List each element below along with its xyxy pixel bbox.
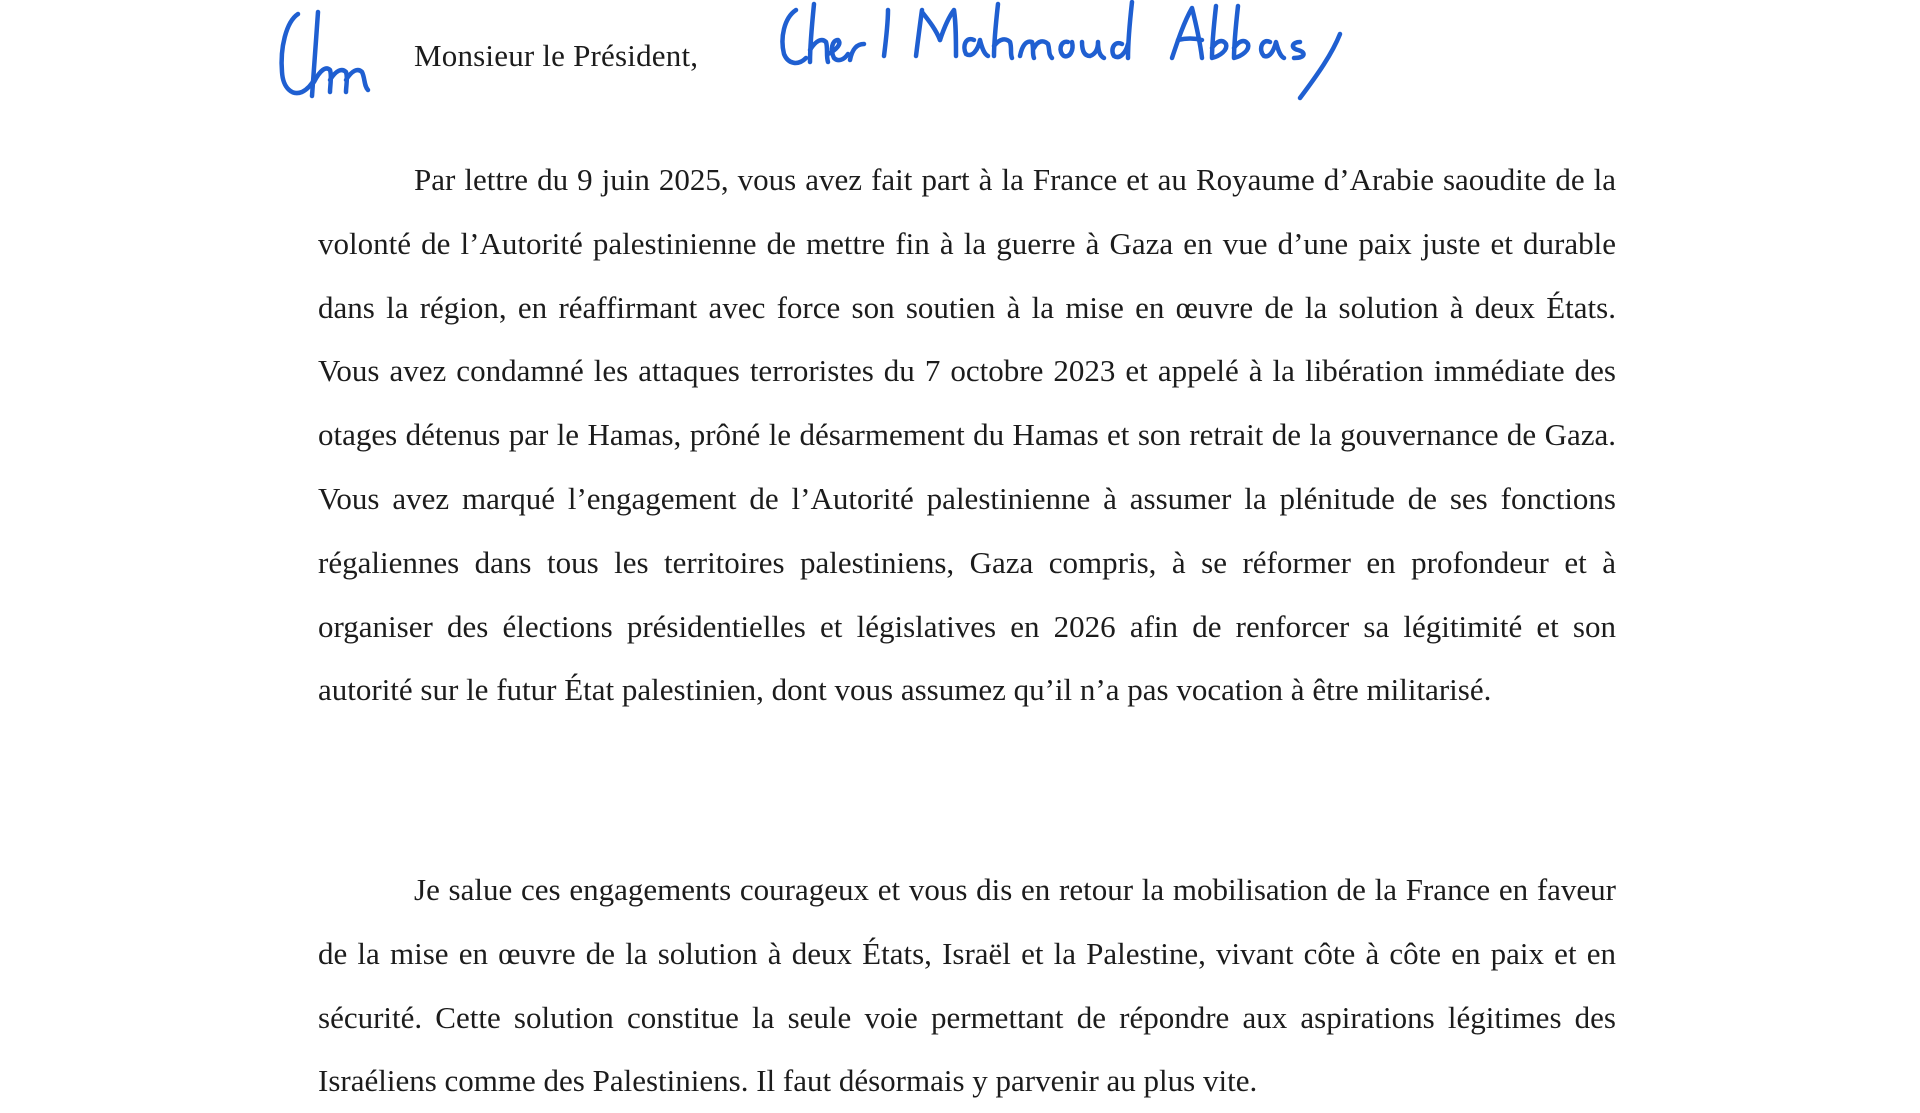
salutation: Monsieur le Président, xyxy=(414,38,699,73)
letter-paragraph-2: Je salue ces engagements courageux et vous dis en retour la mobilisation de la France en faveur de la mise en œuvre de la solution à deux États, Israël et la Palestine, vivant côte à côte en paix et en sécurité. Cette solution constitue la seule voie permettant de répondre aux aspirations légitimes des Israéliens comme des Palestiniens. Il faut désormais y parvenir au plus vite. xyxy=(318,872,1616,1099)
handwritten-right-note xyxy=(770,0,1360,110)
handwritten-left-note xyxy=(270,0,390,110)
letter-paragraph-1: Par lettre du 9 juin 2025, vous avez fait part à la France et au Royaume d’Arabie saoudite de la volonté de l’Autorité palestinienne de mettre fin à la guerre à Gaza en vue d’une paix juste et durable dans la région, en réaffirmant avec force son soutien à la mise en œuvre de la solution à deux États. Vous avez condamné les attaques terroristes du 7 octobre 2023 et appelé à la libération immédiate des otages détenus par le Hamas, prôné le désarmement du Hamas et son retrait de la gouvernance de Gaza. Vous avez marqué l’engagement de l’Autorité palestinienne à assumer la plénitude de ses fonctions régaliennes dans tous les territoires palestiniens, Gaza compris, à se réformer en profondeur et à organiser des élections présidentielles et législatives en 2026 afin de renforcer sa légitimité et son autorité sur le futur État palestinien, dont vous assumez qu’il n’a pas vocation à être militarisé. xyxy=(318,162,1616,708)
